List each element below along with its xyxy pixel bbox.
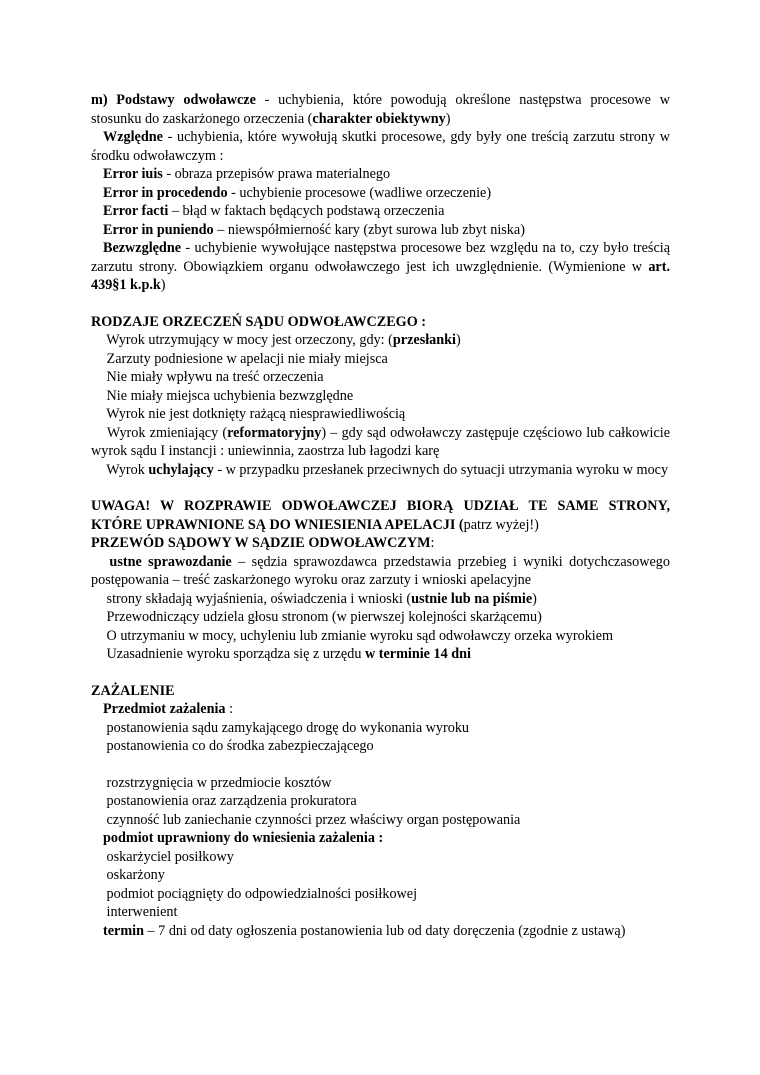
list-item: O utrzymaniu w mocy, uchyleniu lub zmianie wyroku sąd odwoławczy orzeka wyrokiem bbox=[103, 627, 614, 644]
paragraph-podstawy: m) Podstawy odwoławcze - uchybienia, które powodują określone następstwa procesowe w stosunku do zaskarżonego orzeczenia (charakter obiektywny) bbox=[91, 92, 670, 127]
list-item: Error facti – błąd w faktach będących podstawą orzeczenia bbox=[103, 203, 445, 219]
list-item: Wyrok zmieniający (reformatoryjny) – gdy sąd odwoławczy zastępuje częściowo lub całkowicie wyrok sądu I instancji : uniewinnia, zaostrza lub łagodzi karę bbox=[91, 424, 670, 459]
document-page bbox=[91, 91, 670, 940]
list-item: interwenient bbox=[103, 904, 178, 920]
list-item: Wyrok nie jest dotknięty rażącą niesprawiedliwością bbox=[103, 406, 406, 422]
paragraph-wzgledne: Względne - uchybienia, które wywołują skutki procesowe, gdy były one treścią zarzutu strony w środku odwoławczym : bbox=[91, 129, 670, 164]
list-item: Error iuis - obraza przepisów prawa materialnego bbox=[103, 166, 391, 182]
list-item: postanowienia sądu zamykającego drogę do wykonania wyroku bbox=[103, 719, 470, 736]
section-heading: RODZAJE ORZECZEŃ SĄDU ODWOŁAWCZEGO : bbox=[91, 313, 427, 330]
list-item: oskarżony bbox=[103, 867, 165, 883]
list-item: podmiot pociągnięty do odpowiedzialności posiłkowej bbox=[103, 885, 418, 902]
list-item: oskarżyciel posiłkowy bbox=[103, 848, 234, 865]
list-item: Zarzuty podniesione w apelacji nie miały miejsca bbox=[103, 350, 388, 367]
list-item: Wyrok uchylający - w przypadku przesłanek przeciwnych do sytuacji utrzymania wyroku w mocy bbox=[103, 461, 669, 478]
list-item: rozstrzygnięcia w przedmiocie kosztów bbox=[103, 774, 332, 791]
list-item: Error in puniendo – niewspółmierność kary (zbyt surowa lub zbyt niska) bbox=[103, 221, 525, 238]
section-heading: PRZEWÓD SĄDOWY W SĄDZIE ODWOŁAWCZYM: bbox=[91, 535, 435, 551]
list-item: podmiot uprawniony do wniesienia zażalenia : bbox=[103, 830, 384, 846]
list-item: Przedmiot zażalenia : bbox=[103, 701, 234, 717]
list-item: ustne sprawozdanie – sędzia sprawozdawca przedstawia przebieg i wyniki dotychczasowego postępowania – treść zaskarżonego wyroku oraz zarzuty i wnioski apelacyjne bbox=[91, 553, 670, 588]
list-item: Error in procedendo - uchybienie procesowe (wadliwe orzeczenie) bbox=[103, 184, 492, 201]
list-item: Wyrok utrzymujący w mocy jest orzeczony, gdy: (przesłanki) bbox=[103, 332, 461, 348]
list-item: postanowienia co do środka zabezpieczającego bbox=[103, 738, 374, 754]
list-item: Uzasadnienie wyroku sporządza się z urzędu w terminie 14 dni bbox=[103, 646, 471, 662]
list-item: Nie miały wpływu na treść orzeczenia bbox=[103, 369, 324, 385]
list-item: Przewodniczący udziela głosu stronom (w pierwszej kolejności skarżącemu) bbox=[103, 609, 542, 625]
list-item: strony składają wyjaśnienia, oświadczenia i wnioski (ustnie lub na piśmie) bbox=[103, 590, 537, 607]
paragraph-bezwzgledne: Bezwzględne - uchybienie wywołujące następstwa procesowe bez względu na to, czy było treścią zarzutu strony. Obowiązkiem organu odwoławczego jest ich uwzględnienie. (Wymienione w art. 439§1 k.p.k) bbox=[91, 240, 670, 293]
list-item: postanowienia oraz zarządzenia prokuratora bbox=[103, 793, 357, 809]
warning-note: UWAGA! W ROZPRAWIE ODWOŁAWCZEJ BIORĄ UDZIAŁ TE SAME STRONY, KTÓRE UPRAWNIONE SĄ DO WNIESIENIA APELACJI (patrz wyżej!) bbox=[91, 498, 670, 533]
list-item: termin – 7 dni od daty ogłoszenia postanowienia lub od daty doręczenia (zgodnie z ustawą) bbox=[103, 922, 626, 939]
term-podstawy: m) Podstawy odwoławcze bbox=[91, 92, 256, 108]
list-item: Nie miały miejsca uchybienia bezwzględne bbox=[103, 387, 354, 404]
section-heading: ZAŻALENIE bbox=[91, 682, 175, 699]
list-item: czynność lub zaniechanie czynności przez właściwy organ postępowania bbox=[103, 811, 521, 828]
